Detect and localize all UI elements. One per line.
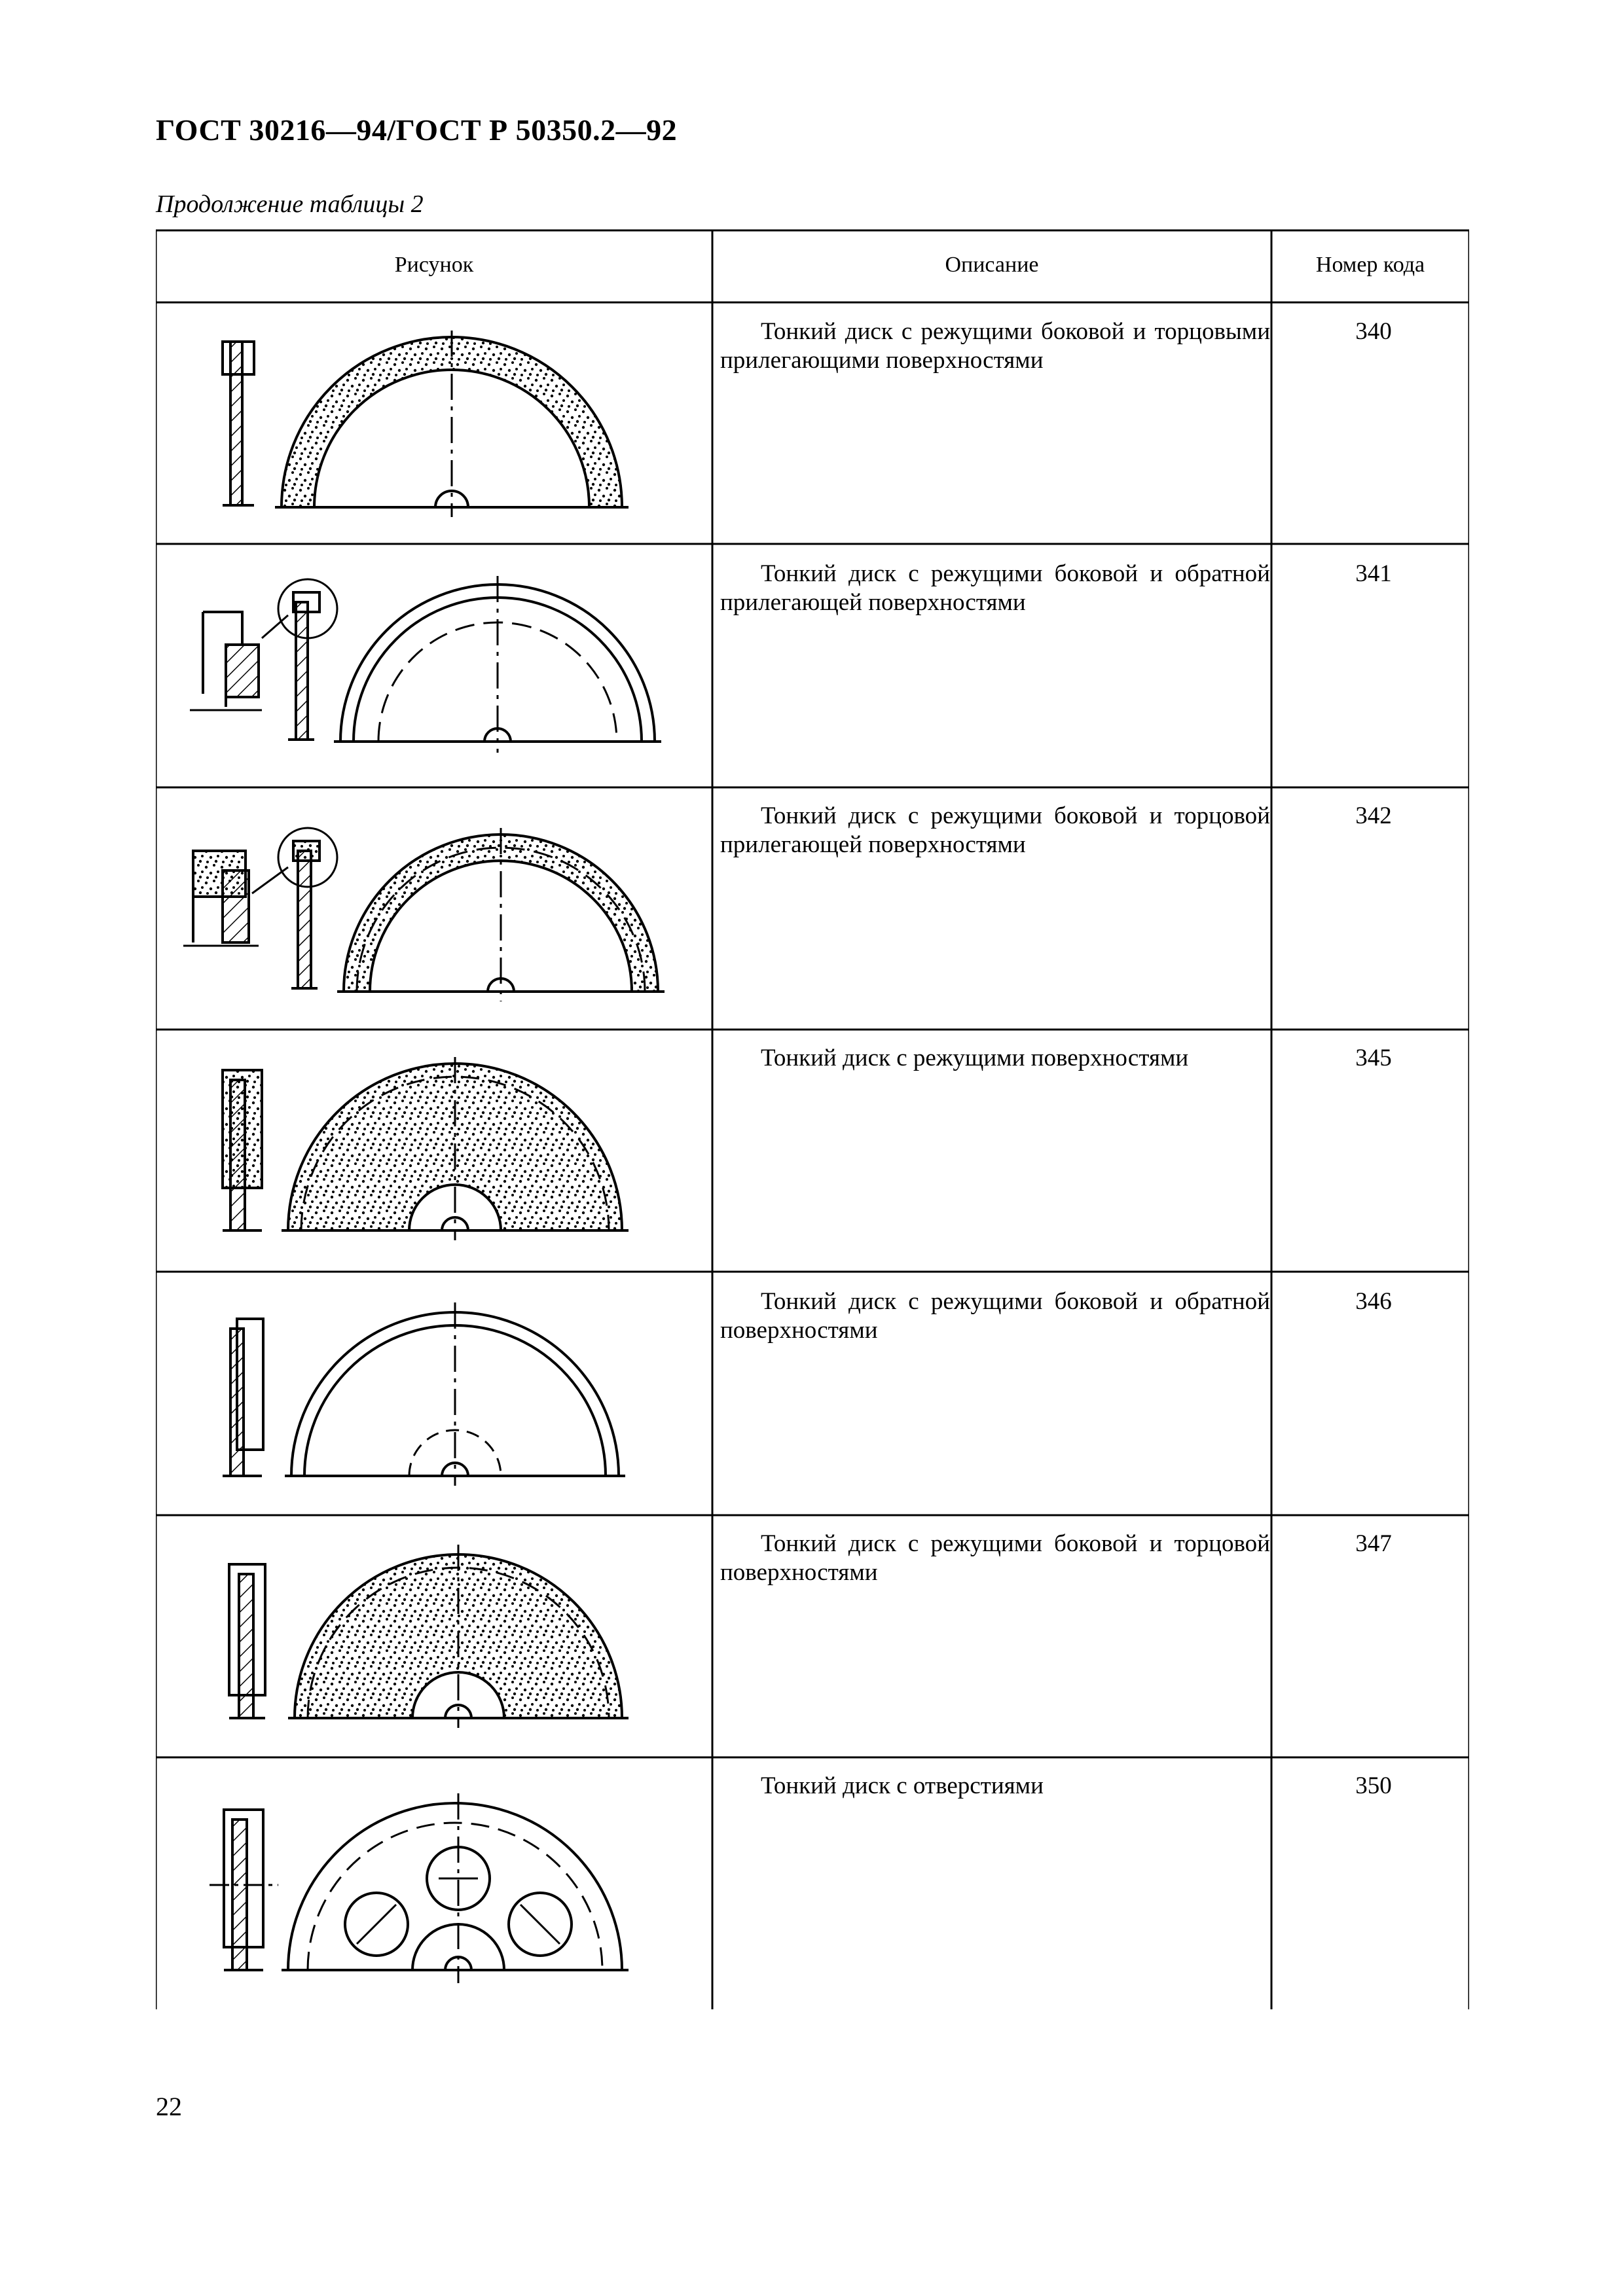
table-row-code: 345	[1355, 1045, 1392, 1071]
drawing-350	[210, 1793, 629, 1983]
drawing-340	[223, 331, 629, 517]
drawing-346	[223, 1302, 625, 1486]
drawing-341	[190, 576, 661, 753]
table-row-code: 346	[1355, 1288, 1392, 1315]
table-caption: Продолжение таблицы 2	[156, 190, 424, 218]
table-row-description: Тонкий диск с режущими боковой и обратной поверхностями	[720, 1288, 1270, 1344]
document-header-title: ГОСТ 30216—94/ГОСТ Р 50350.2—92	[156, 113, 678, 147]
column-header-code: Номер кода	[1315, 253, 1425, 277]
column-header-description: Описание	[945, 253, 1039, 277]
table-row-description: Тонкий диск с режущими боковой и торцовыми прилегающими поверхностями	[720, 318, 1270, 374]
page-number: 22	[156, 2092, 182, 2121]
table-row-description: Тонкий диск с режущими боковой и торцовой прилегающей поверхностями	[720, 802, 1270, 858]
table-row-code: 347	[1355, 1530, 1392, 1557]
table-row-description: Тонкий диск с режущими боковой и обратной прилегающей поверхностями	[720, 560, 1270, 616]
table-row-code: 342	[1355, 802, 1392, 829]
table-row-code: 350	[1355, 1772, 1392, 1799]
table-row-description: Тонкий диск с режущими поверхностями	[761, 1045, 1189, 1071]
drawing-347	[229, 1545, 629, 1728]
table-row-code: 340	[1355, 318, 1392, 345]
drawing-345	[223, 1057, 629, 1240]
drawing-342	[183, 828, 665, 1001]
table-row-description: Тонкий диск с отверстиями	[761, 1772, 1044, 1799]
column-header-figure: Рисунок	[394, 253, 474, 277]
table-row-description: Тонкий диск с режущими боковой и торцовой поверхностями	[720, 1530, 1270, 1586]
table-row-code: 341	[1355, 560, 1392, 587]
table-grid	[156, 229, 1469, 2009]
